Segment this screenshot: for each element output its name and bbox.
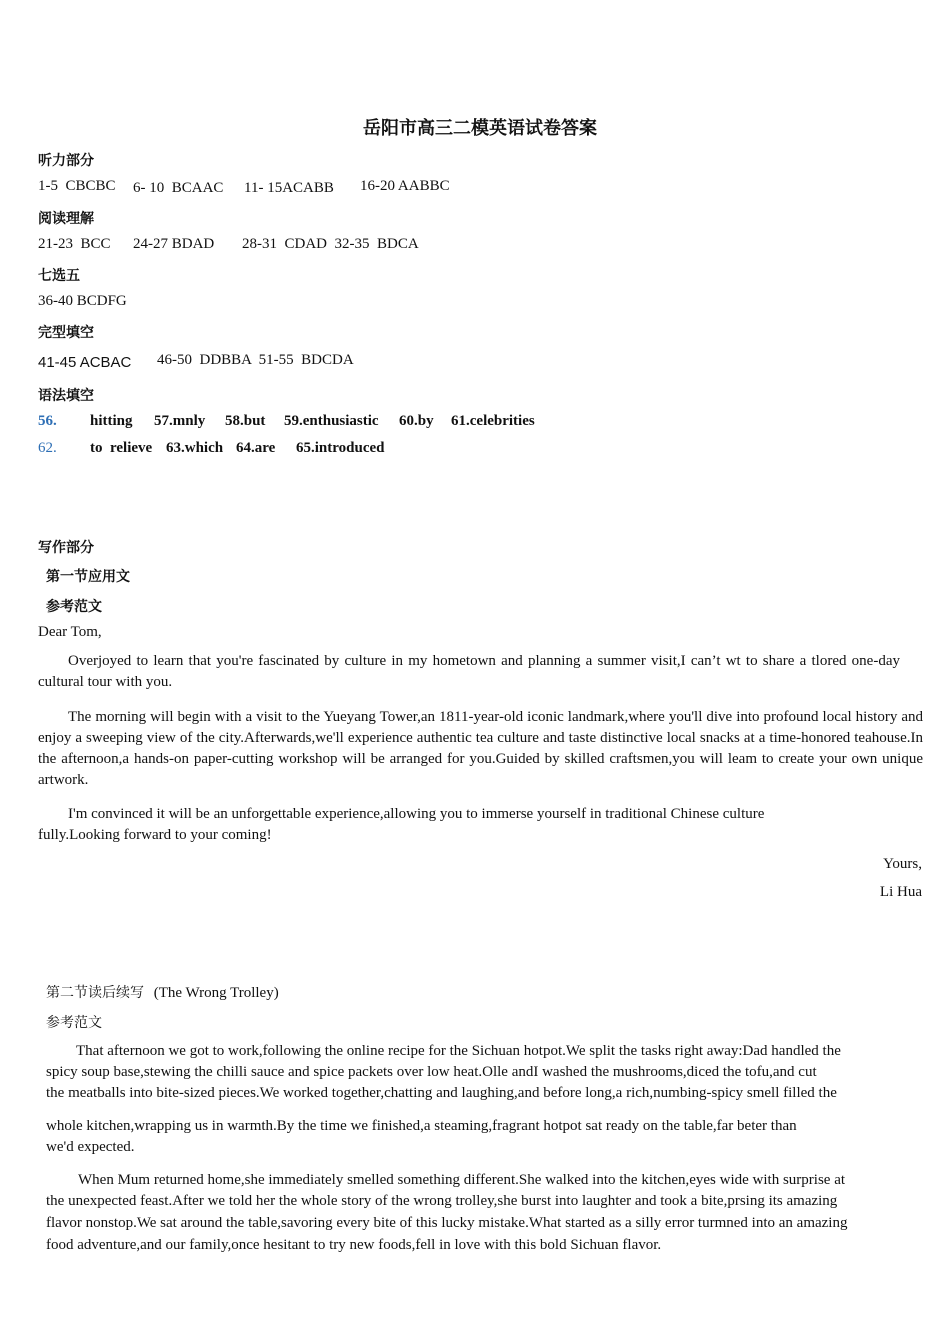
section-1-heading: 第一节应用文 [46, 569, 130, 585]
cloze-heading: 完型填空 [38, 325, 94, 341]
answer-item: 59.enthusiastic [284, 413, 379, 429]
sample-label-text: 参考范文 [46, 1015, 102, 1031]
answer-item: 65.introduced [296, 440, 385, 456]
letter-signature: Li Hua [879, 884, 922, 900]
section-2-sample-label [46, 1012, 102, 1032]
story-line: whole kitchen,wrapping us in warmth.By the time we finished,a steaming,fragrant hotpot sat ready on the table,far beter than [46, 1118, 797, 1134]
section-2-heading-en: (The Wrong Trolley) [153, 985, 279, 1001]
question-number: 56. [38, 413, 57, 429]
grammar-answers-line-2 [38, 440, 638, 460]
grammar-heading: 语法填空 [38, 388, 94, 404]
answer-group: 16-20 AABBC [360, 178, 450, 194]
question-number: 62. [38, 440, 57, 456]
story-line: the meatballs into bite-sized pieces.We worked together,chatting and laughing,and before long,a rich,numbing-spicy smell filled the [46, 1085, 837, 1101]
answer-item: hitting [90, 413, 133, 429]
reading-heading: 阅读理解 [38, 211, 94, 227]
seven-five-heading: 七选五 [38, 268, 80, 284]
story-line: the unexpected feast.After we told her the whole story of the wrong trolley,she burst into laughter and took a bite,prsing its amazing [46, 1193, 838, 1209]
answer-item: 57.mnly [154, 413, 206, 429]
letter-paragraph: The morning will begin with a visit to the Yueyang Tower,an 1811-year-old iconic landmark,where you'll dive into profound local history and enjoy a sweeping view of the city.Afterwards,we'll experience authentic tea culture and taste distinctive local snacks at a time-honored teahouse.In the afternoon,a hands-on paper-cutting workshop will be arranged for you.Guided by skilled craftsmen,you will leam to create your own unique artwork. [38, 709, 923, 788]
answer-group: 28-31 CDAD 32-35 BDCA [242, 236, 419, 252]
letter-paragraph: I'm convinced it will be an unforgettable experience,allowing you to immerse yourself in traditional Chinese culture fully.Looking forward to your coming! [38, 806, 765, 843]
section-2-heading [46, 982, 279, 1002]
answer-item: 58.but [225, 413, 266, 429]
story-line: spicy soup base,stewing the chilli sauce and spice packets over low heat.Olle andI washed the mushrooms,diced the tofu,and cut [46, 1064, 817, 1080]
grammar-answers-line-1 [38, 413, 638, 433]
letter-paragraph: Overjoyed to learn that you're fascinated by culture in my hometown and planning a summer visit,I can’t wt to share a tlored one-day cultural tour with you. [38, 653, 900, 690]
answer-item: to relieve [90, 440, 153, 456]
listening-answers [38, 178, 638, 198]
page-title: 岳阳市高三二模英语试卷答案 [363, 118, 597, 139]
story-line: food adventure,and our family,once hesitant to try new foods,fell in love with this bold Sichuan flavor. [46, 1237, 662, 1253]
answer-item: 61.celebrities [451, 413, 535, 429]
letter-closing: Yours, [883, 856, 922, 872]
writing-heading: 写作部分 [38, 540, 94, 556]
story-line: we'd expected. [46, 1139, 135, 1155]
letter-salutation: Dear Tom, [38, 624, 102, 640]
reading-answers [38, 236, 638, 256]
answer-item: 64.are [236, 440, 276, 456]
answer-group: 46-50 DDBBA 51-55 BDCDA [157, 352, 354, 368]
section-2-heading-cn: 第二节读后续写 [46, 985, 144, 1001]
story-line: That afternoon we got to work,following the online recipe for the Sichuan hotpot.We split the tasks right away:Dad handled the [76, 1043, 841, 1059]
answer-item: 60.by [399, 413, 434, 429]
listening-heading: 听力部分 [38, 153, 94, 169]
cloze-answers [38, 352, 638, 374]
answer-group: 6- 10 BCAAC [133, 180, 224, 196]
seven-five-answers: 36-40 BCDFG [38, 293, 127, 309]
answer-group: 1-5 CBCBC [38, 178, 116, 194]
section-1-sample-label: 参考范文 [46, 599, 102, 615]
answer-item: 63.which [166, 440, 224, 456]
answer-group: 21-23 BCC [38, 236, 111, 252]
answer-group: 41-45 ACBAC [38, 354, 132, 371]
answer-group: 24-27 BDAD [133, 236, 215, 252]
story-line: flavor nonstop.We sat around the table,savoring every bite of this lucky mistake.What started as a silly error turmned into an amazing [46, 1215, 848, 1231]
answer-group: 11- 15ACABB [244, 180, 334, 196]
story-line: When Mum returned home,she immediately smelled something different.She walked into the kitchen,eyes wide with surprise at [78, 1172, 846, 1188]
